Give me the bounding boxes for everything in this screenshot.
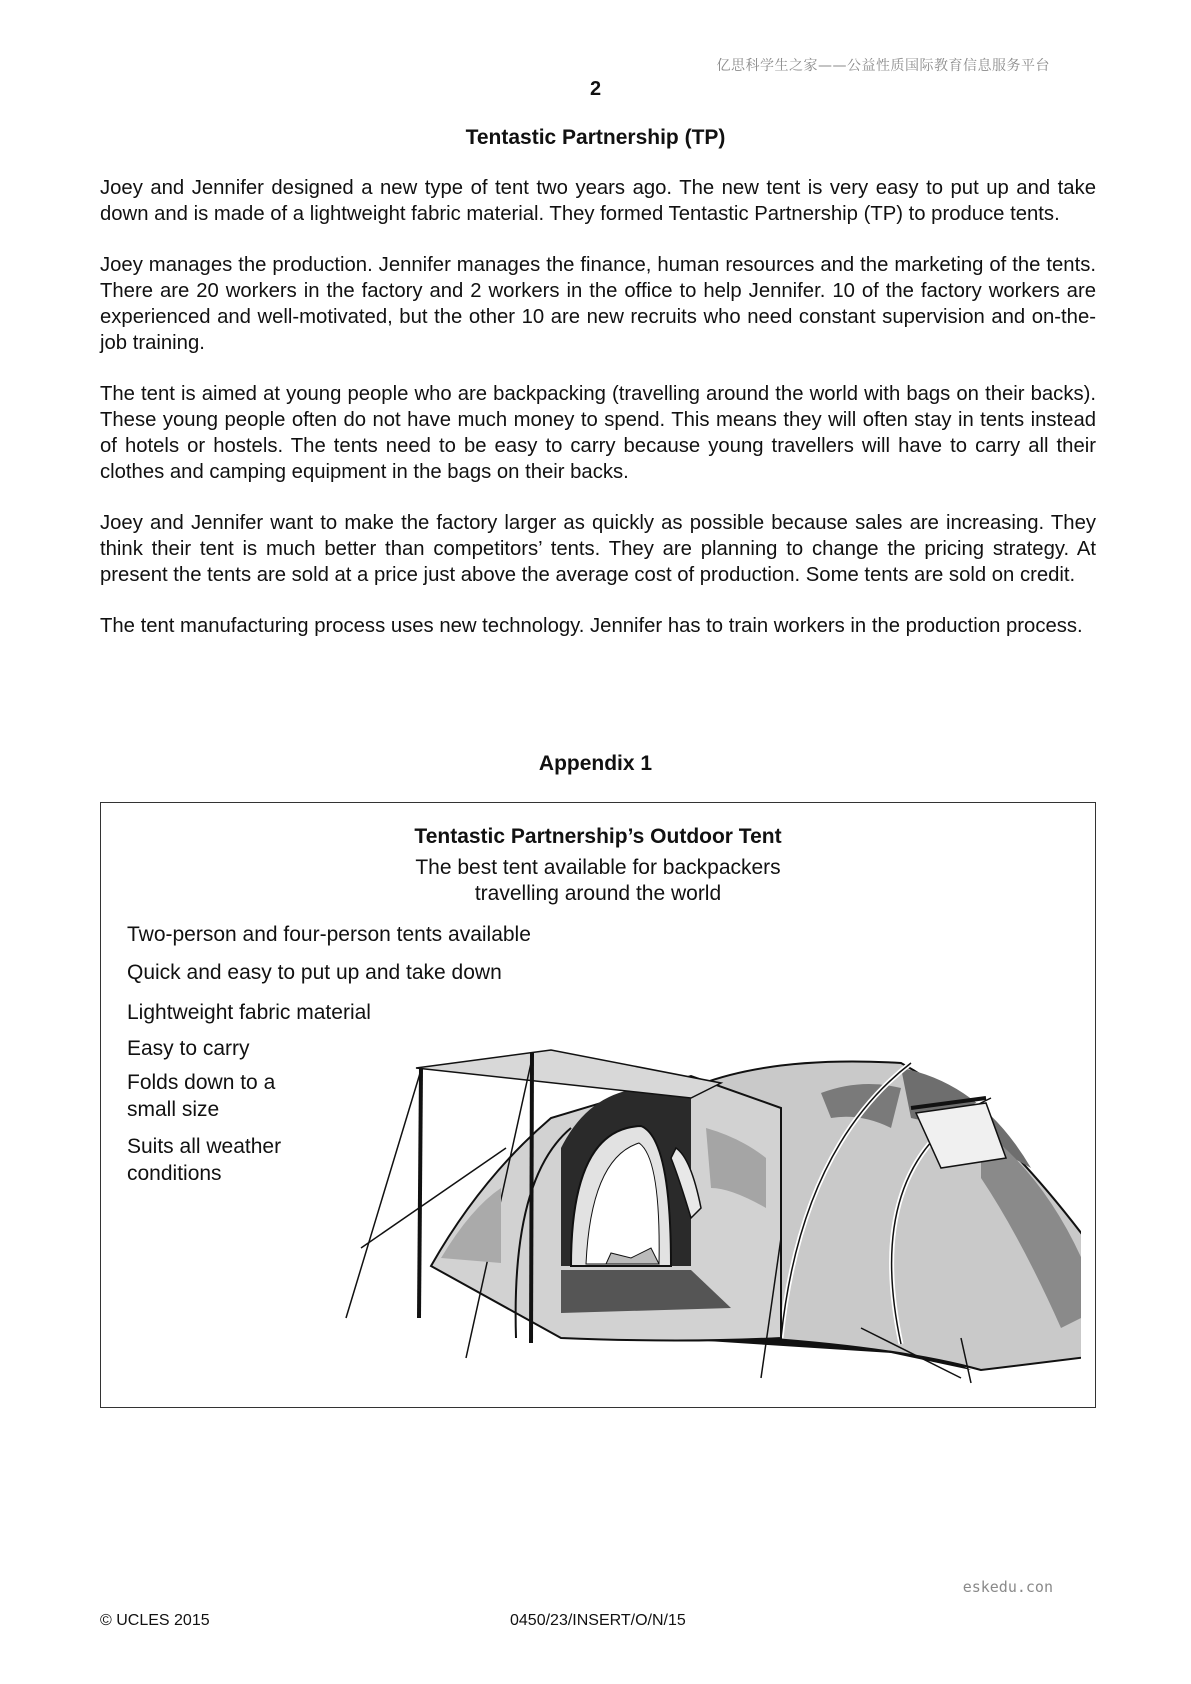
appendix-title: Appendix 1 [538,752,653,775]
paragraph: The tent is aimed at young people who are backpacking (travelling around the world with bags on their backs). These young people often do not have much money to spend. This means they will often stay in tents instead of hotels or hostels. The tents need to be easy to carry because young travellers will have to carry all their clothes and camping equipment in the bags on their backs. [100,383,1096,483]
advert-subtitle-line: travelling around the world [474,882,722,905]
feature-item: conditions [127,1162,222,1185]
document-code: 0450/23/INSERT/O/N/15 [510,1612,686,1629]
tent-advert-box [100,802,1096,1408]
feature-item: Two-person and four-person tents available [127,923,531,946]
page-title: Tentastic Partnership (TP) [465,126,726,149]
footer-watermark: eskedu.con [962,1578,1053,1596]
advert-subtitle [101,855,1095,907]
tent-illustration [261,1008,1081,1398]
feature-item: Folds down to a [127,1071,276,1094]
feature-item: Easy to carry [127,1037,250,1060]
copyright: © UCLES 2015 [100,1612,210,1629]
feature-item: Suits all weather [127,1135,282,1158]
advert-title: Tentastic Partnership’s Outdoor Tent [414,825,782,848]
advert-subtitle-line: The best tent available for backpackers [415,856,781,879]
case-study-text [100,175,1096,664]
paragraph: Joey and Jennifer designed a new type of tent two years ago. The new tent is very easy to put up and take down and is made of a lightweight fabric material. They formed Tentastic Partnership (TP) to produce tents. [100,177,1096,225]
page-number: 2 [589,78,602,100]
header-watermark: 亿思科学生之家——公益性质国际教育信息服务平台 [716,58,1050,74]
feature-item: small size [127,1098,220,1121]
paragraph: Joey manages the production. Jennifer manages the finance, human resources and the marketing of the tents. There are 20 workers in the factory and 2 workers in the office to help Jennifer. 10 of the factory workers are experienced and well-motivated, but the other 10 are new recruits who need constant supervision and on-the-job training. [100,254,1096,354]
paragraph: The tent manufacturing process uses new technology. Jennifer has to train workers in the production process. [100,615,1083,637]
feature-item: Lightweight fabric material [127,1001,371,1024]
paragraph: Joey and Jennifer want to make the factory larger as quickly as possible because sales are increasing. They think their tent is much better than competitors’ tents. They are planning to change the pricing strategy. At present the tents are sold at a price just above the average cost of production. Some tents are sold on credit. [100,512,1096,586]
feature-item: Quick and easy to put up and take down [127,961,502,984]
